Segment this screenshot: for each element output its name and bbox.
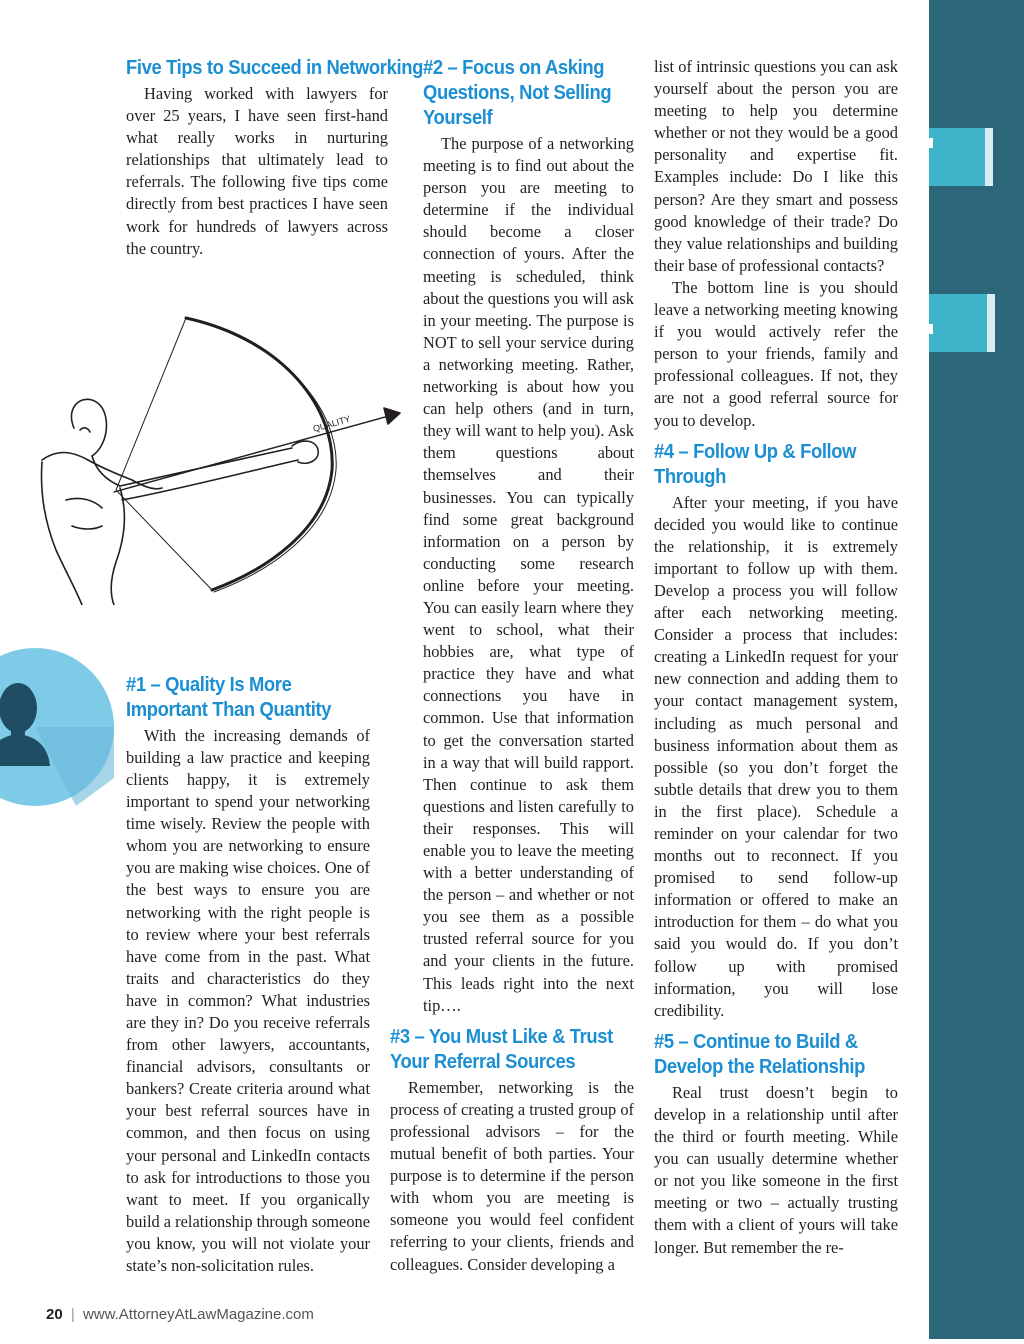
column-3 — [654, 56, 898, 1259]
tip3-heading: #3 – You Must Like & Trust Your Referral Sources — [390, 1025, 613, 1073]
spacer — [654, 432, 898, 440]
tip3-paragraph: Remember, networking is the process of creating a trusted group of professional advisors – for the mutual benefit of both parties. Your purpose is to determine if the person with whom you are meeting is someone you would feel confident referring to your clients, friends and colleagues. Consider developing a — [390, 1077, 634, 1274]
side-decoration-bar — [929, 0, 1024, 1339]
page-footer — [46, 1306, 314, 1323]
intro-paragraph: Having worked with lawyers for over 25 years, I have seen first-hand what really works in nurturing relationships that ultimately lead to referrals. The following five tips come directly from best practices I have seen work for hundreds of lawyers across the country. — [126, 84, 388, 258]
tip2-heading: #2 – Focus on Asking Questions, Not Selling Yourself — [423, 57, 612, 129]
tip1-paragraph: With the increasing demands of building a law practice and keeping clients happy, it is extremely important to spend your networking time wisely. Review the people with whom you are networking to ensure you are making wise choices. One of the best ways to ensure you are networking with the right people is to review where your best referrals have come from in the past. What traits and characteristics do they have in common? What industries are they in? Do you receive referrals from other lawyers, accountants, financial advisors, consultants or bankers? Create criteria around what your best referral sources have in common, and then focus on using your personal and LinkedIn contacts to ask for introductions to those you want to meet. If you organically build a relationship through someone you know, you will not violate your state’s non-solicitation rules. — [126, 725, 370, 1275]
tip5-heading: #5 – Continue to Build & Develop the Relationship — [654, 1030, 865, 1078]
page-number: 20 — [46, 1306, 63, 1323]
archer-illustration — [36, 300, 406, 605]
tip4-paragraph: After your meeting, if you have decided you would like to continue the relationship, it is extremely important to follow up with them. Develop a process you will follow after each networking meeting. Consider a process that includes: creating a LinkedIn request for your new connection and adding them to your contact management system, including as much personal and business information about them as possible (so you don’t forget the subtle details that drew you to them in the first place). Schedule a reminder on your calendar for two months out to reconnect. If you promised to send follow-up information or offered to make an introduction for them – do what you said you would do. If you don’t follow up with promised information, you will lose credibility. — [654, 492, 898, 1020]
tip2-paragraph: The purpose of a networking meeting is to find out about the person you are meeting to determine if the individual should become a closer connection of yours. After the meeting is scheduled, think about the questions you will ask in your meeting. The purpose is NOT to sell your service during a networking meeting. Rather, networking is about how you can help others (and in turn, they will want to help you). Ask them questions about themselves and their businesses. You can typically find some great background information on a person by conducting some research online before your meeting. You can easily learn where they went to school, what their hobbies are, what type of practice they have and what connections you have in common. Use that information to get the conversation started in a way that will build rapport. Then continue to ask them questions and listen carefully to their responses. This will enable you to leave the meeting with a better understanding of the person – and whether or not you see them as a possible trusted referral source for you and your clients in the future. This leads right into the next tip…. — [423, 134, 634, 1015]
tip4-heading: #4 – Follow Up & Follow Through — [654, 440, 857, 488]
handshake-illustration — [929, 0, 1024, 1339]
spacer — [654, 1022, 898, 1030]
tip3-continued: list of intrinsic questions you can ask yourself about the person you are meeting to help you determine whether or not they would be a good personality and expertise fit. Examples include: Do I like this person? Are they smart and possess good knowledge of their trade? Do they value relationships and building their base of professional contacts? — [654, 57, 898, 275]
website-link[interactable]: www.AttorneyAtLawMagazine.com — [82, 1306, 314, 1323]
column-2 — [390, 56, 634, 1276]
footer-separator: | — [70, 1306, 75, 1323]
tip3-bottom-line: The bottom line is you should leave a networking meeting knowing if you would actively refer the person to your friends, family and professional colleagues. If not, they are not a good referral source for you to develop. — [654, 277, 898, 430]
profile-badge — [0, 648, 114, 806]
bow-icon — [186, 318, 332, 590]
tip5-paragraph: Real trust doesn’t begin to develop in a relationship until after the third or fourth meeting. While you can usually determine whether or not you like someone in the first meeting or two – actually trusting them with a client of yours will take longer. But remember the re- — [654, 1082, 898, 1257]
arrow-shaft — [114, 414, 396, 492]
tip1-heading: #1 – Quality Is More Important Than Quantity — [126, 673, 332, 721]
spacer — [390, 1017, 634, 1025]
article-title: Five Tips to Succeed in Networking — [126, 57, 423, 79]
arrow-label: QUALITY — [311, 413, 352, 434]
column-1 — [126, 56, 423, 1277]
